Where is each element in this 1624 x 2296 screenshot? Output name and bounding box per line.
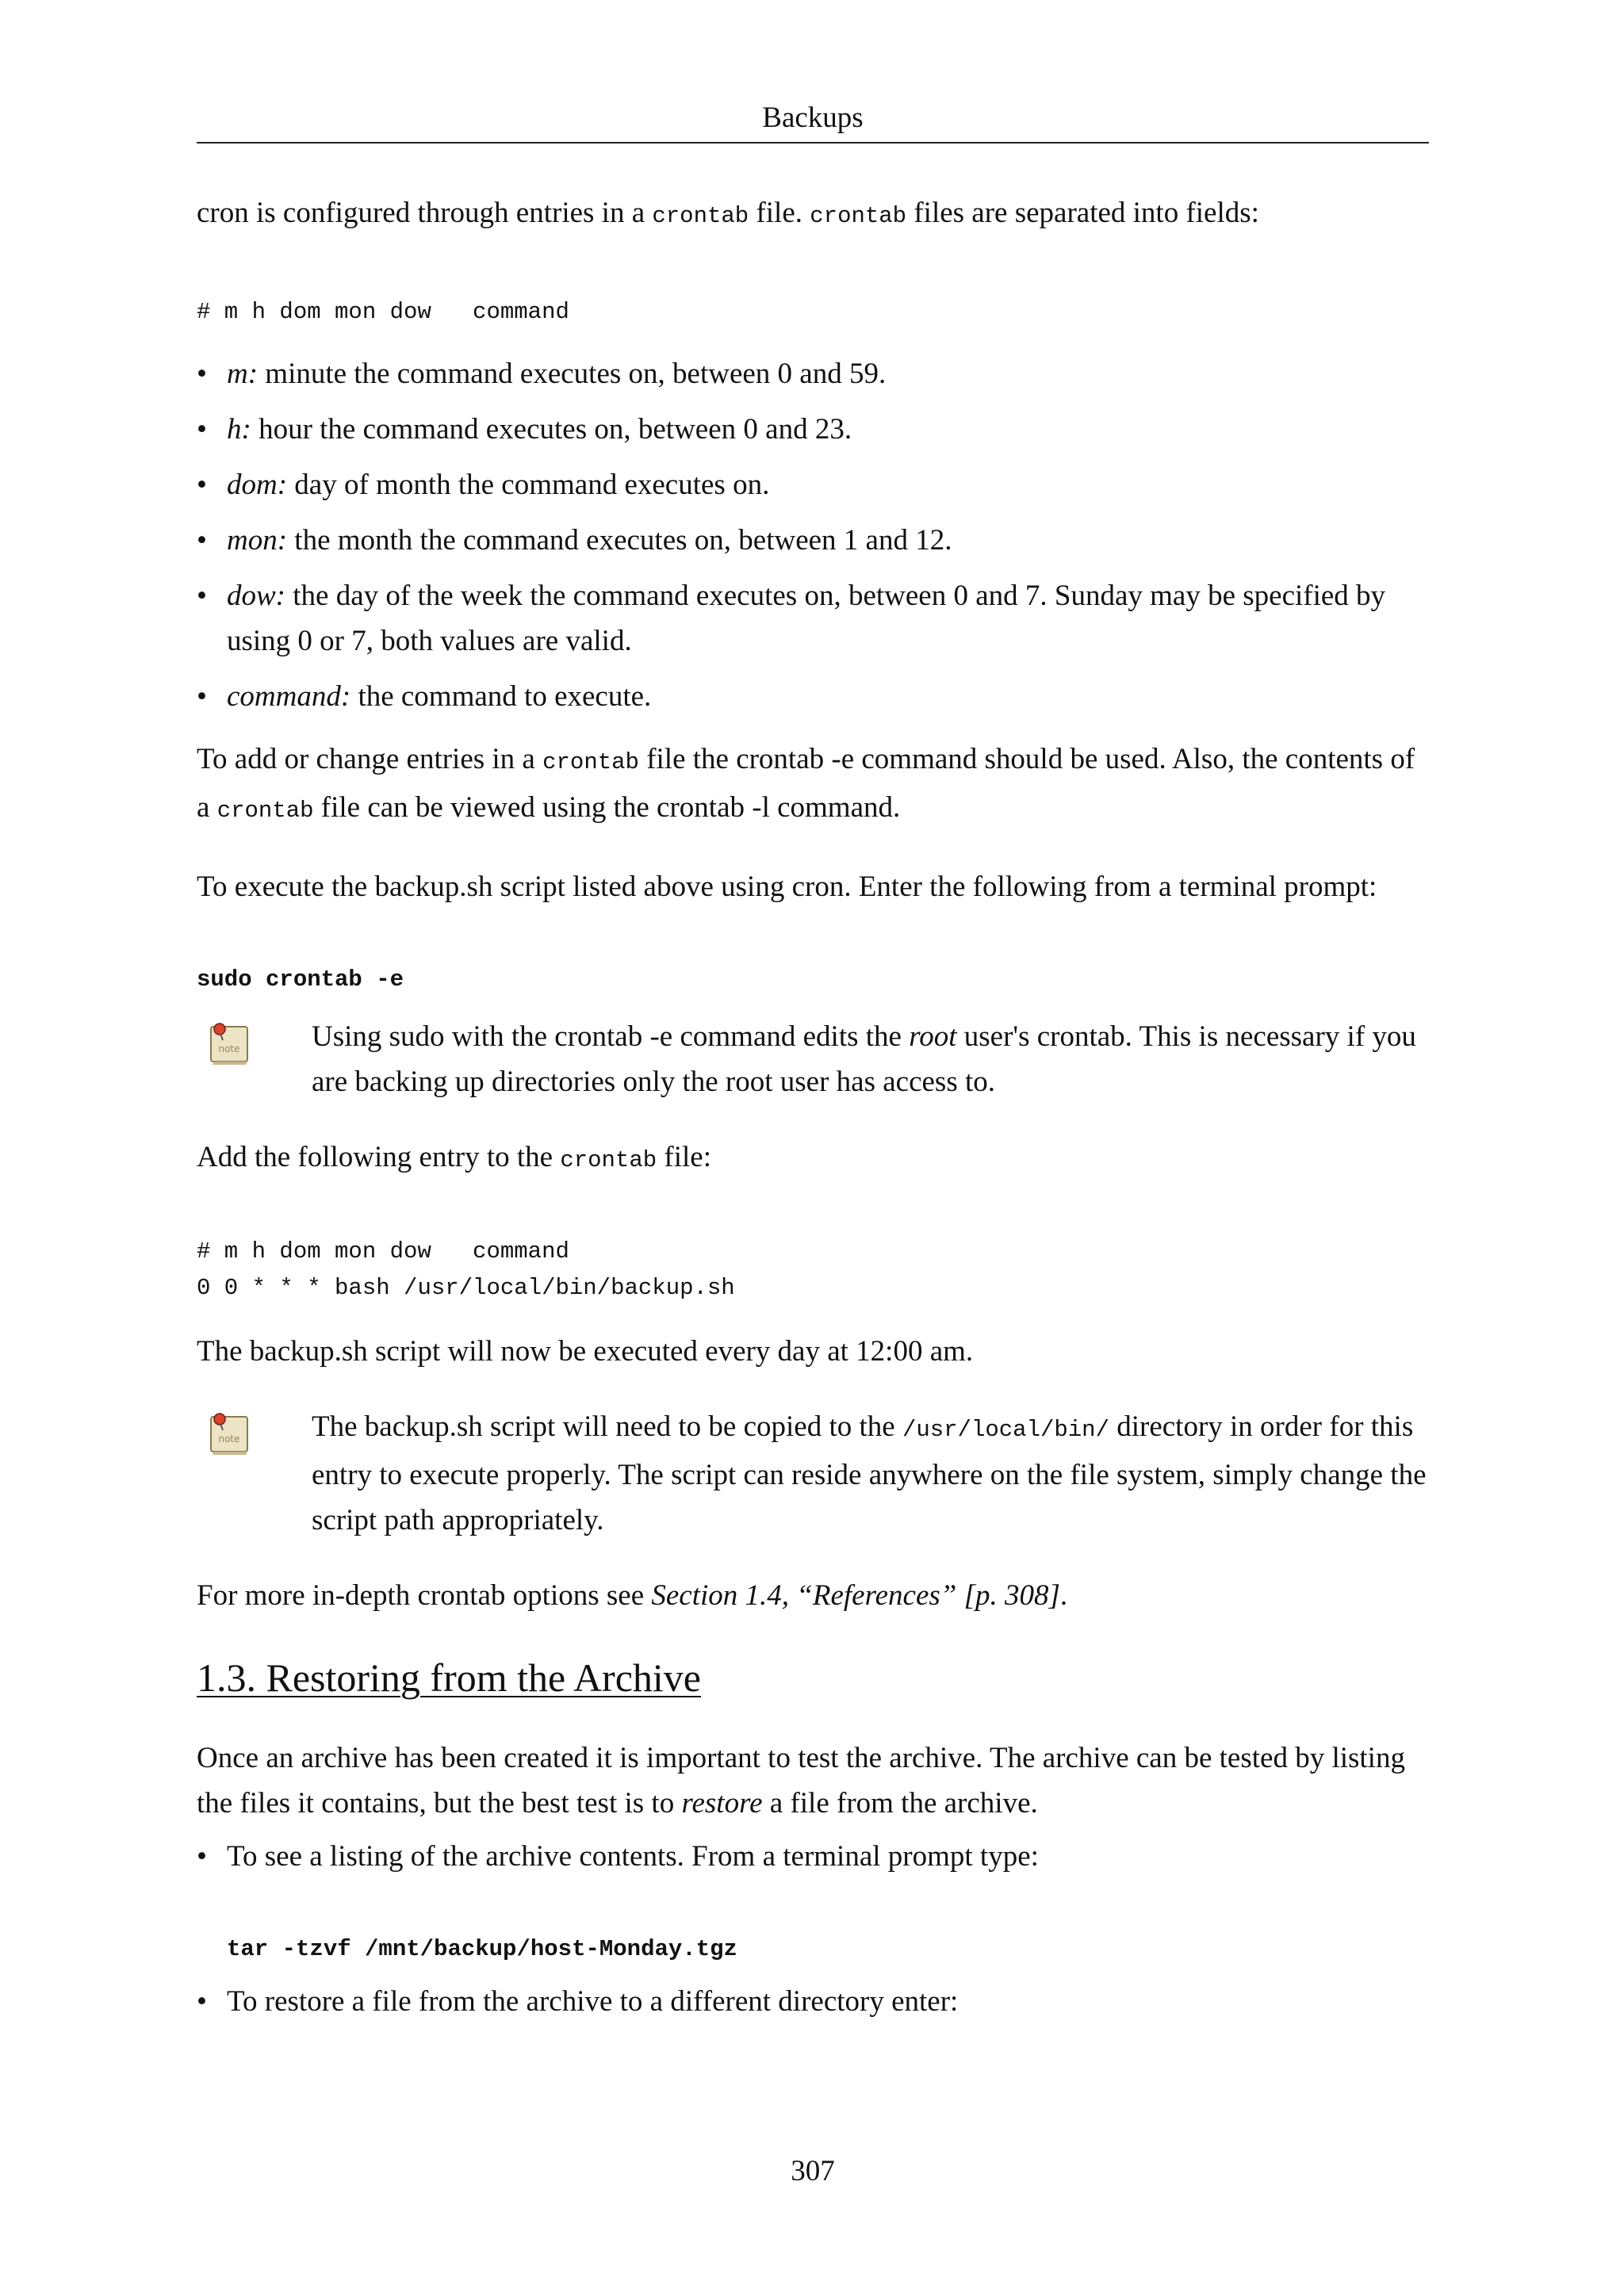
running-header: Backups — [762, 101, 864, 134]
paragraph-schedule: The backup.sh script will now be executed every day at 12:00 am. — [197, 1335, 974, 1368]
field-description: minute the command executes on, between 0 and 59. — [258, 358, 887, 390]
field-term: mon: — [227, 524, 288, 557]
field-description: the command to execute. — [350, 680, 652, 713]
note-icon-label: note — [218, 1433, 240, 1445]
restore-steps-list — [197, 1834, 1429, 2024]
note-text — [312, 1404, 1429, 1543]
text: directory in order for this entry to execute properly. The script can reside anywhere on the file system, simply change the script path appropriately. — [312, 1410, 1427, 1536]
list-item — [197, 518, 1429, 563]
field-description: the day of the week the command executes on, between 0 and 7. Sunday may be specified by using 0 or 7, both values are valid. — [227, 580, 1386, 657]
text: user's crontab. This is necessary if you are backing up directories only the root user has access to. — [312, 1020, 1416, 1098]
list-item — [197, 462, 1429, 507]
text: To add or change entries in a — [197, 743, 543, 775]
text: a file from the archive. — [762, 1787, 1038, 1820]
text: file the crontab -e command should be used. Also, the contents of a — [197, 743, 1415, 824]
paragraph-add-entry — [197, 1135, 1429, 1183]
note-icon — [206, 1407, 254, 1458]
inline-code: /usr/local/bin/ — [902, 1417, 1109, 1443]
bullet: • — [197, 524, 207, 557]
text: Once an archive has been created it is important to test the archive. The archive can be tested by listing the files it contains, but the best test is to — [197, 1742, 1405, 1820]
bullet: • — [197, 680, 207, 713]
field-description: hour the command executes on, between 0 and 23. — [251, 413, 852, 446]
paragraph-edit-entries — [197, 737, 1429, 833]
step-text: To restore a file from the archive to a different directory enter: — [227, 1985, 959, 2018]
paragraph-restore-intro — [197, 1735, 1429, 1826]
code-block-tar-list: tar -tzvf /mnt/backup/host-Monday.tgz — [227, 1936, 737, 1962]
note-box-script-path — [197, 1404, 1429, 1543]
inline-code: crontab — [652, 203, 749, 229]
text: The backup.sh script will need to be copied to the — [312, 1410, 902, 1443]
code-line: # m h dom mon dow command — [197, 1238, 569, 1265]
note-box-root — [197, 1014, 1429, 1104]
list-item — [197, 1834, 1429, 1968]
paragraph-execute-backup: To execute the backup.sh script listed above using cron. Enter the following from a terminal prompt: — [197, 871, 1377, 903]
paragraph-crontab-intro — [197, 190, 1429, 239]
section-reference-link[interactable]: Section 1.4, “References” [p. 308] — [651, 1579, 1060, 1612]
field-term: m: — [227, 358, 259, 390]
code-block-sudo-crontab: sudo crontab -e — [197, 966, 404, 993]
bullet: • — [197, 1985, 207, 2018]
page-content — [197, 190, 1429, 2034]
inline-code: crontab — [560, 1147, 657, 1173]
field-term: dow: — [227, 580, 285, 612]
page-number: 307 — [791, 2155, 835, 2187]
code-block-crontab-entry — [197, 1234, 1429, 1307]
list-item — [197, 407, 1429, 452]
field-term: h: — [227, 413, 251, 446]
inline-code: crontab — [542, 749, 639, 775]
note-icon — [206, 1017, 254, 1068]
code-block-fields: # m h dom mon dow command — [197, 299, 569, 325]
section-heading: 1.3. Restoring from the Archive — [197, 1655, 701, 1700]
inline-code: crontab — [810, 203, 907, 229]
note-icon-label: note — [218, 1043, 240, 1054]
bullet: • — [197, 1840, 207, 1873]
list-item — [197, 351, 1429, 396]
code-line: 0 0 * * * bash /usr/local/bin/backup.sh — [197, 1275, 735, 1301]
header-rule — [197, 142, 1429, 144]
bullet: • — [197, 413, 207, 446]
bullet: • — [197, 469, 207, 501]
text: Using sudo with the crontab -e command edits the — [312, 1020, 910, 1053]
bullet: • — [197, 580, 207, 612]
text: file. — [749, 197, 810, 229]
bullet: • — [197, 358, 207, 390]
text: . — [1059, 1579, 1068, 1612]
list-item — [197, 1979, 1429, 2024]
text: files are separated into fields: — [906, 197, 1259, 229]
paragraph-more-options — [197, 1573, 1429, 1618]
field-term: dom: — [227, 469, 288, 501]
field-term: command: — [227, 680, 351, 713]
inline-code: crontab — [216, 798, 314, 824]
field-list — [197, 351, 1429, 719]
step-text: To see a listing of the archive contents. From a terminal prompt type: — [227, 1840, 1039, 1873]
text: For more in-depth crontab options see — [197, 1579, 652, 1612]
field-description: day of month the command executes on. — [287, 469, 770, 501]
text: Add the following entry to the — [197, 1141, 561, 1173]
note-text — [312, 1014, 1429, 1104]
emphasis: root — [909, 1020, 957, 1053]
list-item — [197, 573, 1429, 664]
field-description: the month the command executes on, between 1 and 12. — [287, 524, 952, 557]
text: file can be viewed using the crontab -l command. — [313, 791, 901, 824]
list-item — [197, 674, 1429, 719]
emphasis: restore — [681, 1787, 763, 1820]
text: file: — [657, 1141, 711, 1173]
text: cron is configured through entries in a — [197, 197, 653, 229]
